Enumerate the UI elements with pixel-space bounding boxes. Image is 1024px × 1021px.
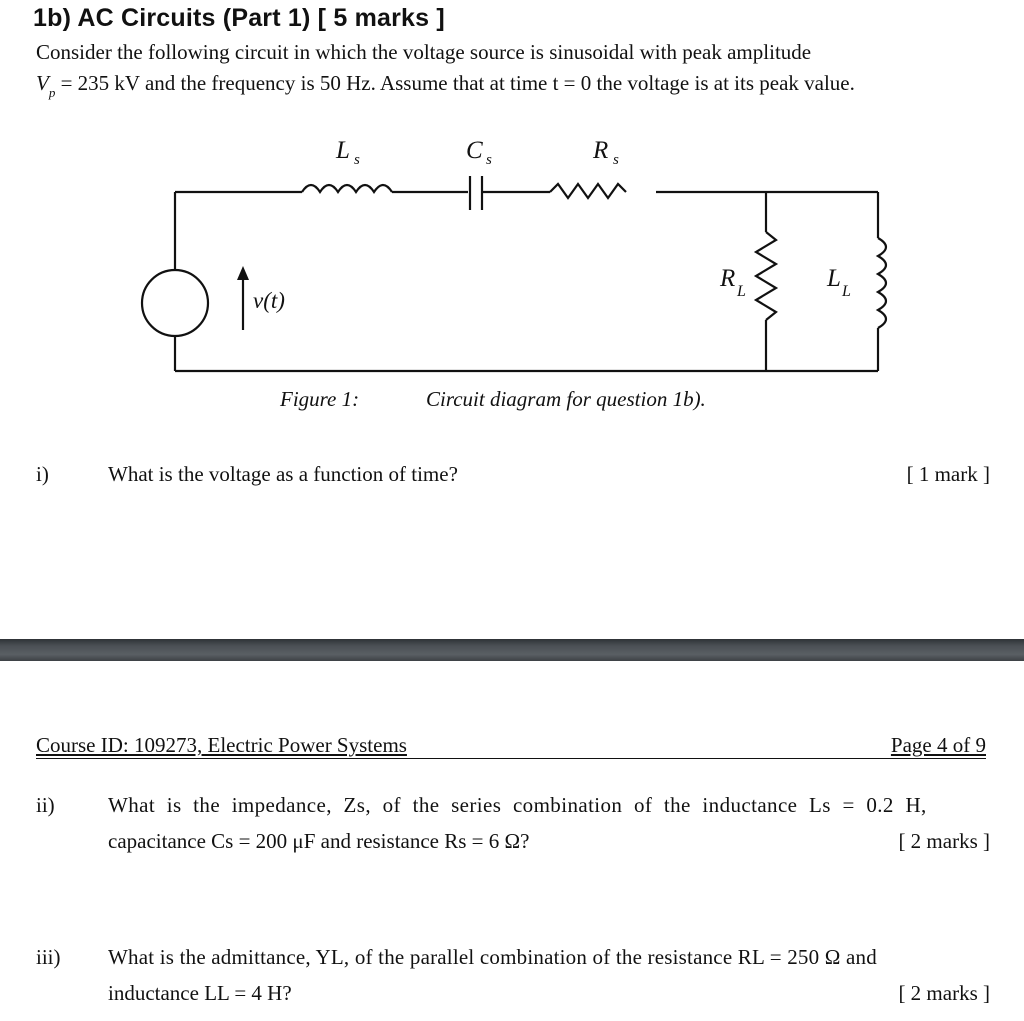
label-rl-sub: L (737, 283, 746, 300)
question-iii-line-1: What is the admittance, YL, of the parallel combination of the resistance RL = 250 Ω and (108, 945, 877, 969)
resistor-rl (756, 232, 776, 320)
question-ii-line-2: capacitance Cs = 200 μF and resistance Rs = 6 Ω? (108, 829, 530, 853)
question-i-marks: [ 1 mark ] (906, 462, 990, 486)
figure-caption-text: Circuit diagram for question 1b). (426, 387, 706, 411)
inductor-ll (878, 238, 886, 328)
label-cs: C (466, 137, 483, 164)
vp-symbol: V (36, 71, 49, 95)
question-iii-number: iii) (36, 945, 61, 969)
label-ls: L (336, 137, 350, 164)
question-i-number: i) (36, 462, 49, 486)
footer-rule (36, 758, 986, 759)
voltage-source (142, 270, 208, 336)
course-id: Course ID: 109273, Electric Power Systems (36, 733, 407, 757)
intro-line-1: Consider the following circuit in which the voltage source is sinusoidal with peak amplitude (36, 40, 812, 64)
page-gap-bar (0, 639, 1024, 661)
inductor-ls (302, 185, 392, 192)
label-rs: R (593, 137, 609, 164)
question-heading: 1b) AC Circuits (Part 1) [ 5 marks ] (33, 4, 445, 32)
resistor-rs (550, 184, 626, 198)
question-ii-number: ii) (36, 793, 55, 817)
page-number: Page 4 of 9 (890, 733, 986, 757)
vp-value-text: = 235 kV and the frequency is 50 Hz. Assume that at time t = 0 the voltage is at its peak value. (60, 71, 855, 95)
intro-line-2 (36, 68, 855, 101)
label-rl: R (720, 265, 736, 292)
label-source: v(t) (253, 288, 285, 313)
label-cs-sub: s (486, 152, 492, 168)
circuit-diagram (120, 120, 900, 380)
figure-number: Figure 1: (280, 387, 360, 411)
vp-subscript: p (48, 85, 56, 100)
question-i-text: What is the voltage as a function of time? (108, 462, 458, 486)
source-arrow-head (237, 266, 249, 280)
label-ll: L (827, 265, 841, 292)
question-iii-line-2: inductance LL = 4 H? (108, 981, 292, 1005)
question-ii-marks: [ 2 marks ] (898, 829, 990, 853)
figure-caption (280, 387, 706, 412)
label-ls-sub: s (354, 152, 360, 168)
question-ii-line-1: What is the impedance, Zs, of the series combination of the inductance Ls = 0.2 H, (108, 793, 927, 817)
label-ll-sub: L (842, 283, 851, 300)
label-rs-sub: s (613, 152, 619, 168)
question-iii-marks: [ 2 marks ] (898, 981, 990, 1005)
